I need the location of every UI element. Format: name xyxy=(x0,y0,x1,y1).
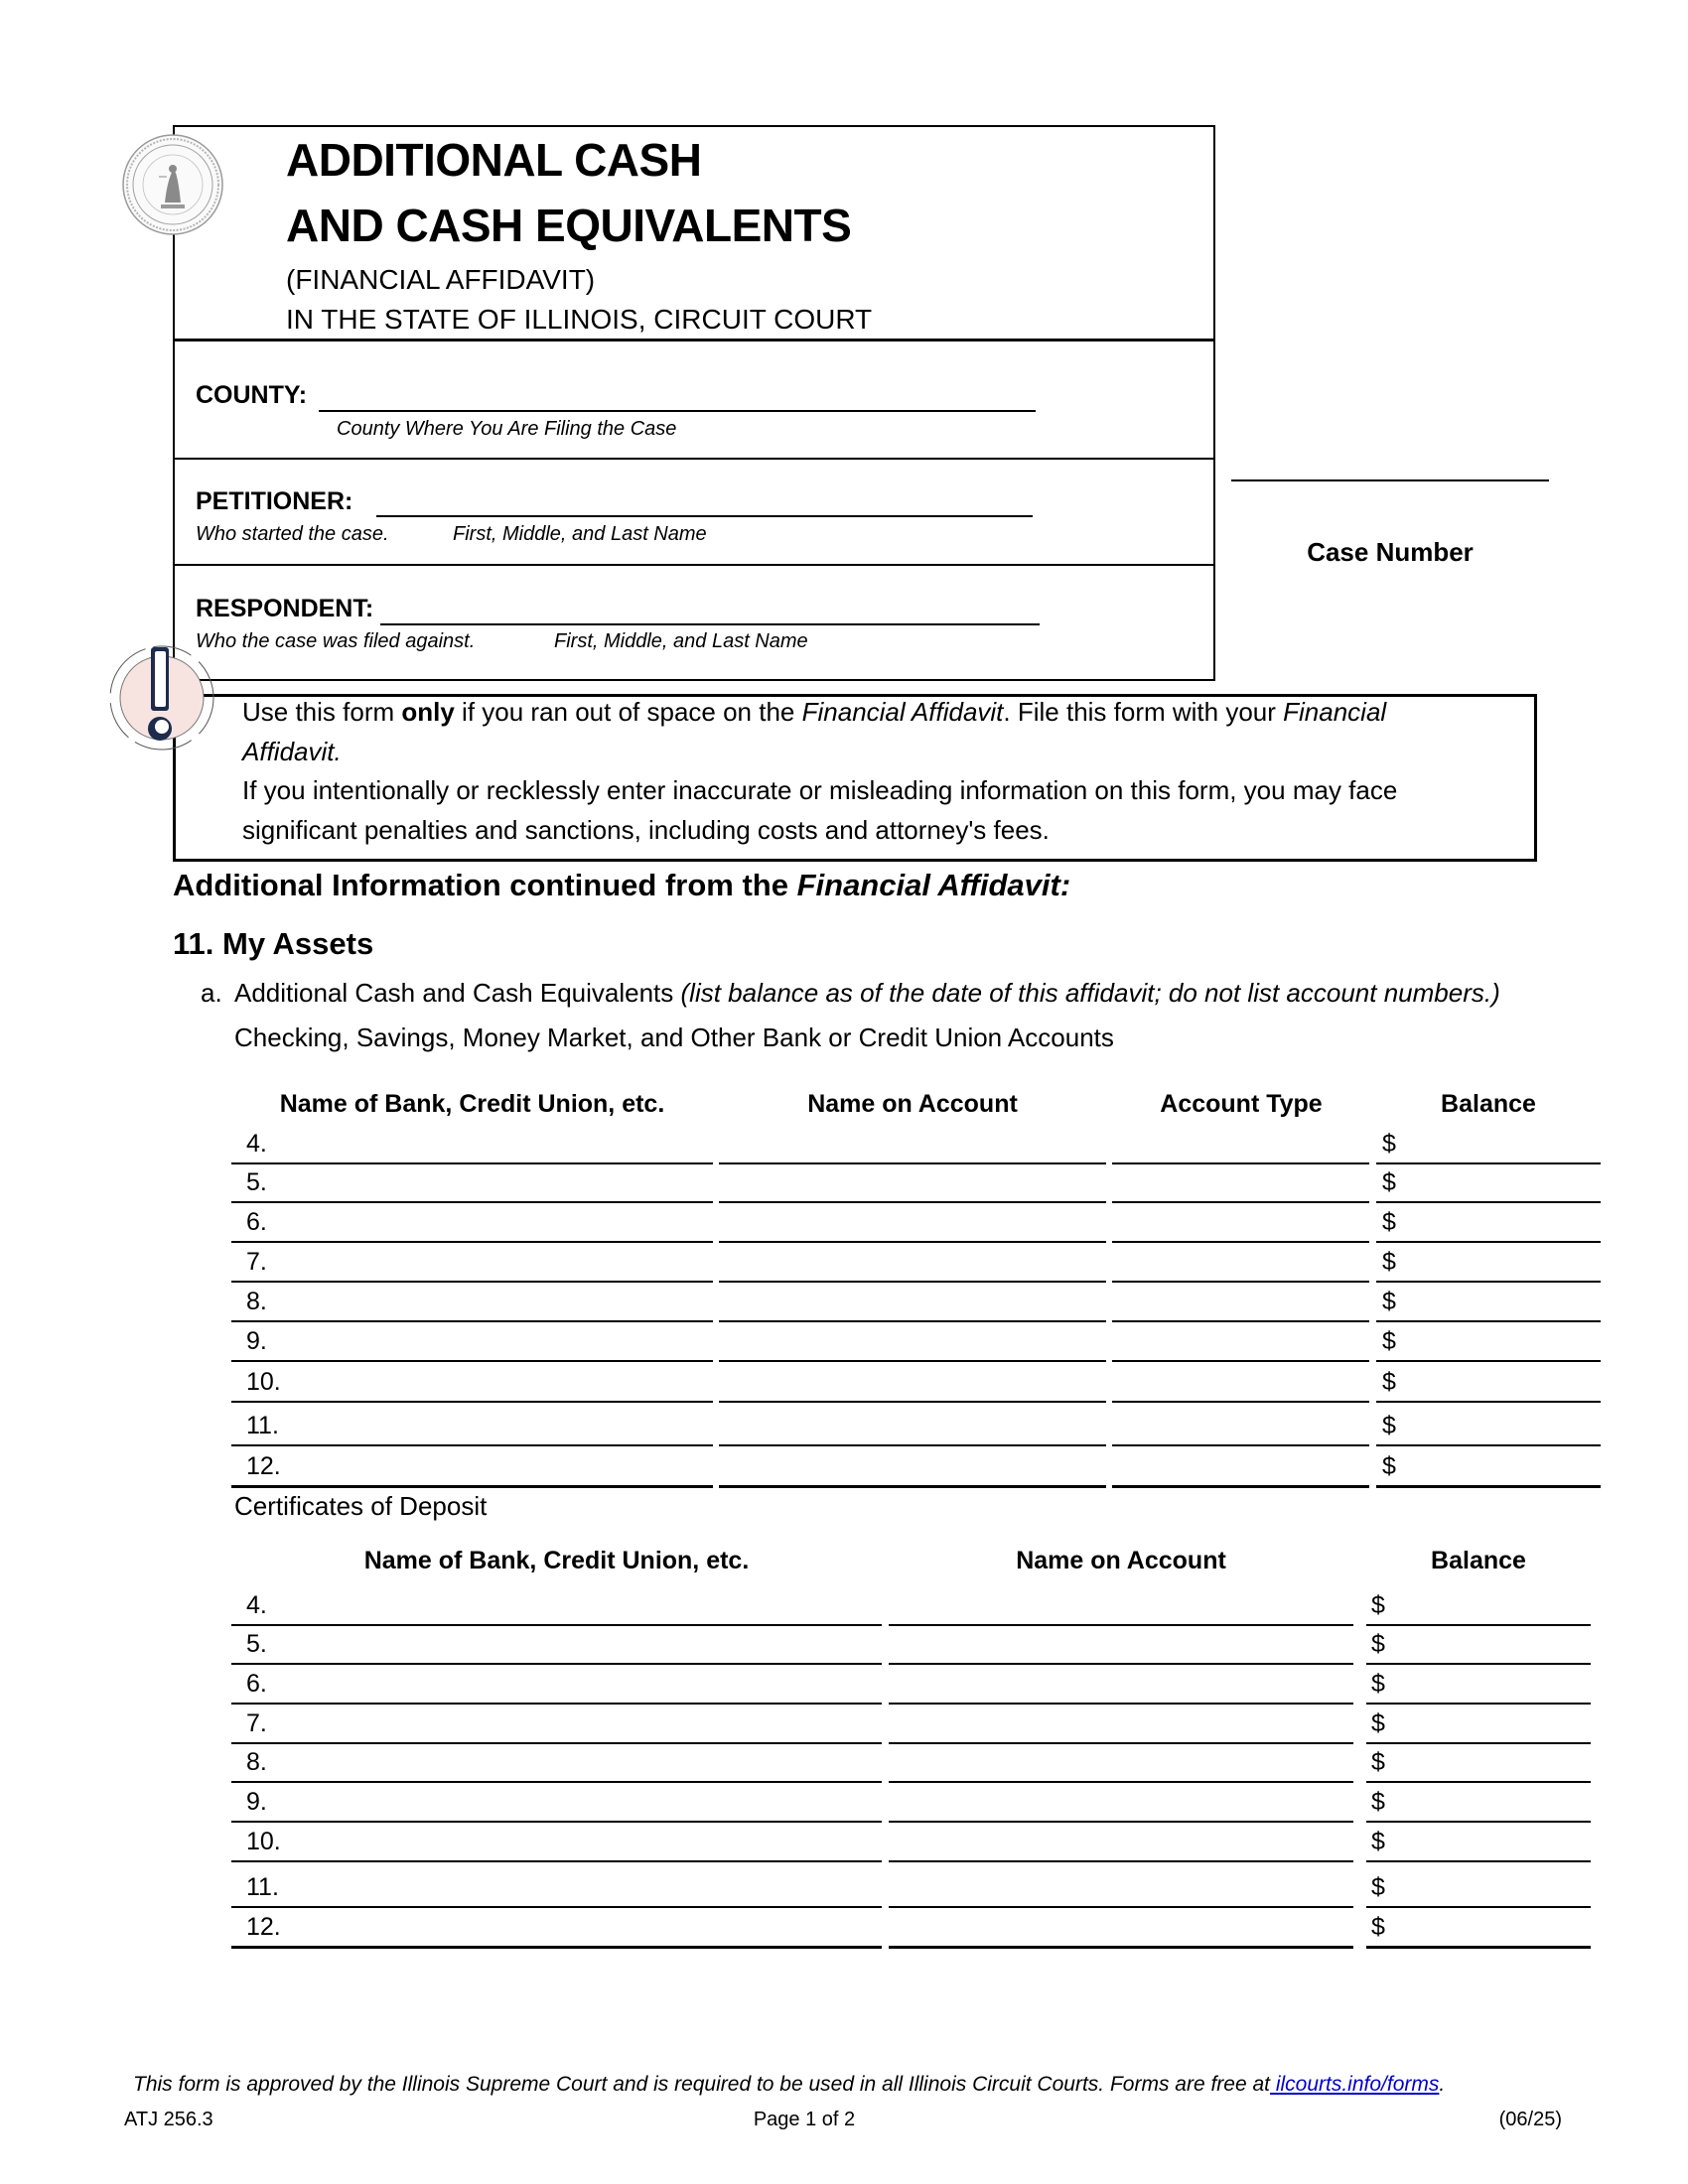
currency-symbol: $ xyxy=(1382,1248,1396,1276)
respondent-hint: Who the case was filed against. xyxy=(196,630,476,652)
bank-row-name-field[interactable] xyxy=(719,1360,1106,1362)
cd-row-balance-field[interactable] xyxy=(1366,1821,1591,1823)
currency-symbol: $ xyxy=(1371,1630,1385,1658)
currency-symbol: $ xyxy=(1382,1327,1396,1355)
cd-row-balance-field[interactable] xyxy=(1366,1624,1591,1626)
row-number: 7. xyxy=(246,1248,267,1276)
petitioner-field[interactable] xyxy=(376,515,1033,517)
currency-symbol: $ xyxy=(1382,1368,1396,1396)
cd-row-balance-field[interactable] xyxy=(1366,1781,1591,1783)
column-header-bank: Name of Bank, Credit Union, etc. xyxy=(363,1547,750,1574)
respondent-label: RESPONDENT: xyxy=(196,595,374,622)
bank-row-type-field[interactable] xyxy=(1112,1485,1369,1488)
forms-link[interactable]: ilcourts.info/forms xyxy=(1270,2073,1440,2096)
cd-row-name-field[interactable] xyxy=(889,1946,1353,1949)
bank-row-balance-field[interactable] xyxy=(1376,1360,1601,1362)
bank-row-balance-field[interactable] xyxy=(1376,1201,1601,1203)
row-number: 10. xyxy=(246,1368,281,1396)
bank-row-name-field[interactable] xyxy=(719,1162,1106,1164)
currency-symbol: $ xyxy=(1371,1748,1385,1776)
bank-row-bank-field[interactable] xyxy=(231,1444,713,1446)
bank-row-type-field[interactable] xyxy=(1112,1320,1369,1322)
currency-symbol: $ xyxy=(1371,1591,1385,1619)
bank-row-bank-field[interactable] xyxy=(231,1485,713,1488)
currency-symbol: $ xyxy=(1382,1412,1396,1439)
caption-divider xyxy=(173,339,1215,341)
cd-row-balance-field[interactable] xyxy=(1366,1742,1591,1744)
cd-row-name-field[interactable] xyxy=(889,1860,1353,1862)
respondent-field[interactable] xyxy=(380,623,1040,625)
cd-row-bank-field[interactable] xyxy=(231,1860,882,1862)
column-header-balance: Balance xyxy=(1431,1547,1526,1574)
bank-row-type-field[interactable] xyxy=(1112,1444,1369,1446)
currency-symbol: $ xyxy=(1382,1208,1396,1236)
cd-table-title: Certificates of Deposit xyxy=(234,1491,488,1521)
bank-row-balance-field[interactable] xyxy=(1376,1401,1601,1403)
bank-row-balance-field[interactable] xyxy=(1376,1444,1601,1446)
cd-row-balance-field[interactable] xyxy=(1366,1860,1591,1862)
bank-row-name-field[interactable] xyxy=(719,1401,1106,1403)
bank-row-bank-field[interactable] xyxy=(231,1360,713,1362)
currency-symbol: $ xyxy=(1371,1828,1385,1855)
county-label: COUNTY: xyxy=(196,381,308,409)
currency-symbol: $ xyxy=(1382,1452,1396,1480)
bank-row-bank-field[interactable] xyxy=(231,1320,713,1322)
bank-row-name-field[interactable] xyxy=(719,1281,1106,1283)
column-header-name: Name on Account xyxy=(807,1090,1018,1118)
currency-symbol: $ xyxy=(1371,1913,1385,1941)
currency-symbol: $ xyxy=(1382,1130,1396,1158)
column-header-bank: Name of Bank, Credit Union, etc. xyxy=(279,1090,665,1118)
row-number: 8. xyxy=(246,1748,267,1776)
continuation-heading: Additional Information continued from the Financial Affidavit: xyxy=(173,868,1071,902)
bank-row-balance-field[interactable] xyxy=(1376,1241,1601,1243)
bank-row-balance-field[interactable] xyxy=(1376,1162,1601,1164)
cd-row-name-field[interactable] xyxy=(889,1703,1353,1705)
column-header-type: Account Type xyxy=(1160,1090,1323,1118)
row-number: 5. xyxy=(246,1168,267,1196)
caption-divider xyxy=(173,564,1215,566)
cd-row-balance-field[interactable] xyxy=(1366,1946,1591,1949)
bank-row-bank-field[interactable] xyxy=(231,1162,713,1164)
cd-row-name-field[interactable] xyxy=(889,1781,1353,1783)
bank-row-name-field[interactable] xyxy=(719,1241,1106,1243)
row-number: 4. xyxy=(246,1591,267,1619)
row-number: 4. xyxy=(246,1130,267,1158)
court-name: IN THE STATE OF ILLINOIS, CIRCUIT COURT xyxy=(286,304,873,335)
cd-row-balance-field[interactable] xyxy=(1366,1703,1591,1705)
row-number: 9. xyxy=(246,1788,267,1816)
currency-symbol: $ xyxy=(1382,1168,1396,1196)
cd-row-bank-field[interactable] xyxy=(231,1906,882,1908)
warning-line-2: Affidavit. xyxy=(242,737,342,766)
warning-line-1: Use this form only if you ran out of space on the Financial Affidavit. File this form with your Financial xyxy=(242,697,1387,727)
warning-line-4: significant penalties and sanctions, including costs and attorney's fees. xyxy=(242,815,1050,845)
respondent-name-hint: First, Middle, and Last Name xyxy=(554,630,808,652)
cd-row-bank-field[interactable] xyxy=(231,1624,882,1626)
bank-row-type-field[interactable] xyxy=(1112,1162,1369,1164)
row-number: 11. xyxy=(246,1412,279,1439)
row-number: 12. xyxy=(246,1452,281,1480)
bank-row-balance-field[interactable] xyxy=(1376,1320,1601,1322)
currency-symbol: $ xyxy=(1371,1873,1385,1901)
cd-row-name-field[interactable] xyxy=(889,1906,1353,1908)
cd-row-name-field[interactable] xyxy=(889,1742,1353,1744)
bank-row-balance-field[interactable] xyxy=(1376,1485,1601,1488)
column-header-name: Name on Account xyxy=(1016,1547,1226,1574)
cd-row-bank-field[interactable] xyxy=(231,1742,882,1744)
form-title-line2: AND CASH EQUIVALENTS xyxy=(286,200,852,251)
row-number: 12. xyxy=(246,1913,281,1941)
section-title: 11. My Assets xyxy=(173,926,374,961)
form-subtitle: (FINANCIAL AFFIDAVIT) xyxy=(286,264,596,295)
bank-row-name-field[interactable] xyxy=(719,1201,1106,1203)
petitioner-label: PETITIONER: xyxy=(196,487,353,515)
cd-row-bank-field[interactable] xyxy=(231,1663,882,1665)
row-number: 5. xyxy=(246,1630,267,1658)
item-subtitle: Checking, Savings, Money Market, and Other Bank or Credit Union Accounts xyxy=(234,1023,1114,1052)
page-number: Page 1 of 2 xyxy=(753,2109,856,2130)
row-number: 6. xyxy=(246,1208,267,1236)
row-number: 6. xyxy=(246,1670,267,1698)
cd-row-balance-field[interactable] xyxy=(1366,1906,1591,1908)
cd-row-bank-field[interactable] xyxy=(231,1703,882,1705)
revision-date: (06/25) xyxy=(1498,2109,1562,2130)
row-number: 9. xyxy=(246,1327,267,1355)
county-hint: County Where You Are Filing the Case xyxy=(337,418,677,440)
row-number: 11. xyxy=(246,1873,279,1901)
bank-row-type-field[interactable] xyxy=(1112,1401,1369,1403)
currency-symbol: $ xyxy=(1371,1670,1385,1698)
petitioner-hint: Who started the case. xyxy=(196,523,389,545)
warning-line-3: If you intentionally or recklessly enter inaccurate or misleading information on this form, you may face xyxy=(242,775,1398,805)
cd-row-bank-field[interactable] xyxy=(231,1946,882,1949)
bank-row-type-field[interactable] xyxy=(1112,1241,1369,1243)
cd-row-bank-field[interactable] xyxy=(231,1781,882,1783)
bank-row-name-field[interactable] xyxy=(719,1320,1106,1322)
case-number-field[interactable] xyxy=(1231,479,1549,481)
case-number-label: Case Number xyxy=(1307,537,1474,567)
bank-row-name-field[interactable] xyxy=(719,1485,1106,1488)
bank-row-type-field[interactable] xyxy=(1112,1281,1369,1283)
currency-symbol: $ xyxy=(1371,1788,1385,1816)
county-field[interactable] xyxy=(319,410,1036,412)
column-header-balance: Balance xyxy=(1441,1090,1536,1118)
form-title-line1: ADDITIONAL CASH xyxy=(286,134,702,186)
row-number: 8. xyxy=(246,1288,267,1315)
bank-row-bank-field[interactable] xyxy=(231,1201,713,1203)
cd-row-name-field[interactable] xyxy=(889,1663,1353,1665)
item-letter: a. xyxy=(201,978,222,1008)
bank-row-type-field[interactable] xyxy=(1112,1201,1369,1203)
currency-symbol: $ xyxy=(1382,1288,1396,1315)
caption-divider xyxy=(173,458,1215,460)
cd-row-balance-field[interactable] xyxy=(1366,1663,1591,1665)
bank-row-bank-field[interactable] xyxy=(231,1281,713,1283)
bank-row-bank-field[interactable] xyxy=(231,1401,713,1403)
cd-row-name-field[interactable] xyxy=(889,1821,1353,1823)
cd-row-name-field[interactable] xyxy=(889,1624,1353,1626)
row-number: 10. xyxy=(246,1828,281,1855)
row-number: 7. xyxy=(246,1709,267,1737)
petitioner-name-hint: First, Middle, and Last Name xyxy=(453,523,707,545)
cd-row-bank-field[interactable] xyxy=(231,1821,882,1823)
form-code: ATJ 256.3 xyxy=(124,2109,213,2130)
bank-row-balance-field[interactable] xyxy=(1376,1281,1601,1283)
approval-notice: This form is approved by the Illinois Supreme Court and is required to be used in all Illinois Circuit Courts. Forms are free at ilcourts.info/forms. xyxy=(133,2073,1446,2096)
bank-row-type-field[interactable] xyxy=(1112,1360,1369,1362)
court-seal-icon xyxy=(121,133,224,236)
bank-row-name-field[interactable] xyxy=(719,1444,1106,1446)
item-description: Additional Cash and Cash Equivalents (list balance as of the date of this affidavit; do not list account numbers.) xyxy=(234,978,1500,1008)
exclamation-icon xyxy=(107,643,216,752)
bank-row-bank-field[interactable] xyxy=(231,1241,713,1243)
currency-symbol: $ xyxy=(1371,1709,1385,1737)
